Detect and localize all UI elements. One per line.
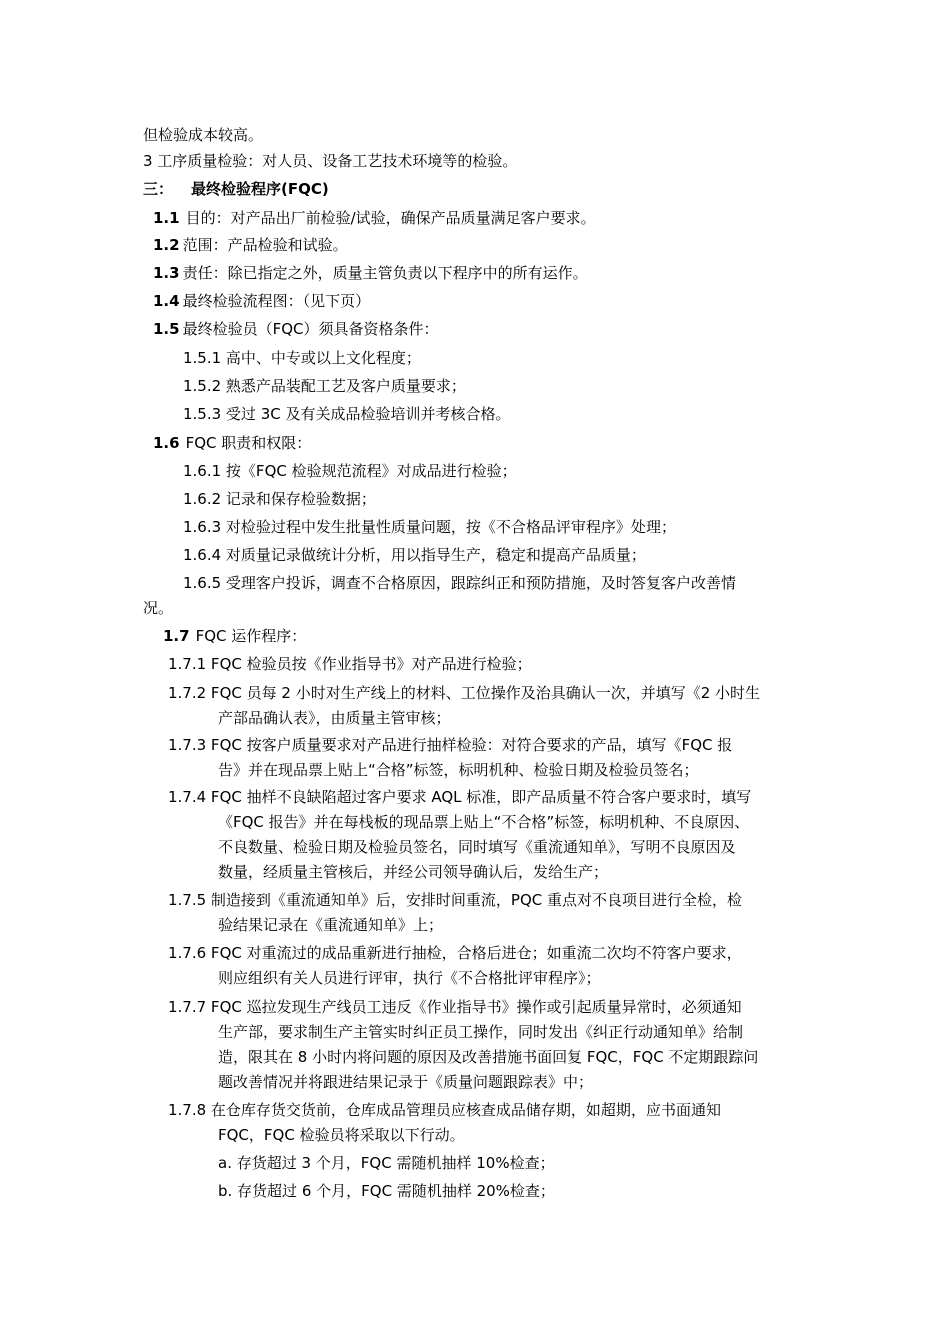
subclause: 1.6.2 记录和保存检验数据； xyxy=(183,490,376,508)
subclause-continuation: FQC，FQC 检验员将采取以下行动。 xyxy=(218,1126,465,1144)
section-heading xyxy=(143,177,329,202)
clause-1-4 xyxy=(153,289,370,314)
clause-1-2 xyxy=(153,233,348,258)
clause-text: FQC 运作程序： xyxy=(195,627,307,645)
clause-1-5 xyxy=(153,317,439,342)
clause-number: 1.1 xyxy=(153,209,180,227)
clause-1-7 xyxy=(163,624,306,649)
subclause-continuation: 验结果记录在《重流通知单》上； xyxy=(218,916,444,934)
list-item: b. 存货超过 6 个月，FQC 需随机抽样 20%检查； xyxy=(218,1182,555,1200)
subclause-continuation: 则应组织有关人员进行评审，执行《不合格批评审程序》； xyxy=(218,969,601,987)
clause-text: 最终检验员（FQC）须具备资格条件： xyxy=(182,320,439,338)
subclause: 1.5.3 受过 3C 及有关成品检验培训并考核合格。 xyxy=(183,405,511,423)
subclause: 1.7.7 FQC 巡拉发现生产线员工违反《作业指导书》操作或引起质量异常时，必须通知 xyxy=(168,998,742,1016)
subclause: 1.5.1 高中、中专或以上文化程度； xyxy=(183,349,421,367)
clause-number: 1.7 xyxy=(163,627,190,645)
clause-1-1 xyxy=(153,206,596,231)
subclause-continuation: 造，限其在 8 小时内将问题的原因及改善措施书面回复 FQC，FQC 不定期跟踪问 xyxy=(218,1048,759,1066)
list-item: a. 存货超过 3 个月，FQC 需随机抽样 10%检查； xyxy=(218,1154,555,1172)
subclause: 1.5.2 熟悉产品装配工艺及客户质量要求； xyxy=(183,377,466,395)
clause-text: 目的：对产品出厂前检验/试验，确保产品质量满足客户要求。 xyxy=(185,209,596,227)
subclause-continuation: 生产部，要求制生产主管实时纠正员工操作，同时发出《纠正行动通知单》给制 xyxy=(218,1023,744,1041)
clause-text: 最终检验流程图：（见下页） xyxy=(182,292,371,310)
clause-text: FQC 职责和权限： xyxy=(185,434,312,452)
section-number: 三： xyxy=(143,180,174,198)
clause-number: 1.3 xyxy=(153,264,180,282)
clause-text: 范围：产品检验和试验。 xyxy=(182,236,348,254)
clause-text: 责任：除已指定之外，质量主管负责以下程序中的所有运作。 xyxy=(182,264,588,282)
clause-number: 1.2 xyxy=(153,236,180,254)
clause-number: 1.6 xyxy=(153,434,180,452)
subclause: 1.6.1 按《FQC 检验规范流程》对成品进行检验； xyxy=(183,462,517,480)
subclause: 1.7.3 FQC 按客户质量要求对产品进行抽样检验：对符合要求的产品，填写《FQC 报 xyxy=(168,736,733,754)
subclause-continuation: 告》并在现品票上贴上“合格”标签，标明机种、检验日期及检验员签名； xyxy=(218,761,699,779)
subclause: 1.7.1 FQC 检验员按《作业指导书》对产品进行检验； xyxy=(168,655,532,673)
subclause: 1.7.2 FQC 员每 2 小时对生产线上的材料、工位操作及治具确认一次，并填写《2 小时生 xyxy=(168,684,761,702)
clause-number: 1.5 xyxy=(153,320,180,338)
clause-number: 1.4 xyxy=(153,292,180,310)
subclause-continuation: 况。 xyxy=(143,599,174,617)
subclause-continuation: 《FQC 报告》并在每栈板的现品票上贴上“不合格”标签，标明机种、不良原因、 xyxy=(218,813,750,831)
subclause-continuation: 产部品确认表》，由质量主管审核； xyxy=(218,709,451,727)
section-title: 最终检验程序(FQC) xyxy=(191,180,329,198)
clause-1-3 xyxy=(153,261,588,286)
subclause-continuation: 题改善情况并将跟进结果记录于《质量问题跟踪表》中； xyxy=(218,1073,594,1091)
subclause: 1.6.3 对检验过程中发生批量性质量问题，按《不合格品评审程序》处理； xyxy=(183,518,676,536)
subclause: 1.7.8 在仓库存货交货前，仓库成品管理员应核查成品储存期，如超期，应书面通知 xyxy=(168,1101,721,1119)
subclause: 1.6.5 受理客户投诉，调查不合格原因，跟踪纠正和预防措施，及时答复客户改善情 xyxy=(183,574,736,592)
clause-1-6 xyxy=(153,431,311,456)
subclause: 1.6.4 对质量记录做统计分析，用以指导生产，稳定和提高产品质量； xyxy=(183,546,646,564)
subclause: 1.7.5 制造接到《重流通知单》后，安排时间重流，PQC 重点对不良项目进行全检，检 xyxy=(168,891,743,909)
subclause: 1.7.4 FQC 抽样不良缺陷超过客户要求 AQL 标准，即产品质量不符合客户要求时，填写 xyxy=(168,788,752,806)
subclause-continuation: 数量，经质量主管核后，并经公司领导确认后，发给生产； xyxy=(218,863,609,881)
subclause: 1.7.6 FQC 对重流过的成品重新进行抽检，合格后进仓；如重流二次均不符客户要求， xyxy=(168,944,742,962)
subclause-continuation: 不良数量、检验日期及检验员签名，同时填写《重流通知单》，写明不良原因及 xyxy=(218,838,736,856)
paragraph-line: 3 工序质量检验：对人员、设备工艺技术环境等的检验。 xyxy=(143,152,518,170)
paragraph-line: 但检验成本较高。 xyxy=(143,126,264,144)
